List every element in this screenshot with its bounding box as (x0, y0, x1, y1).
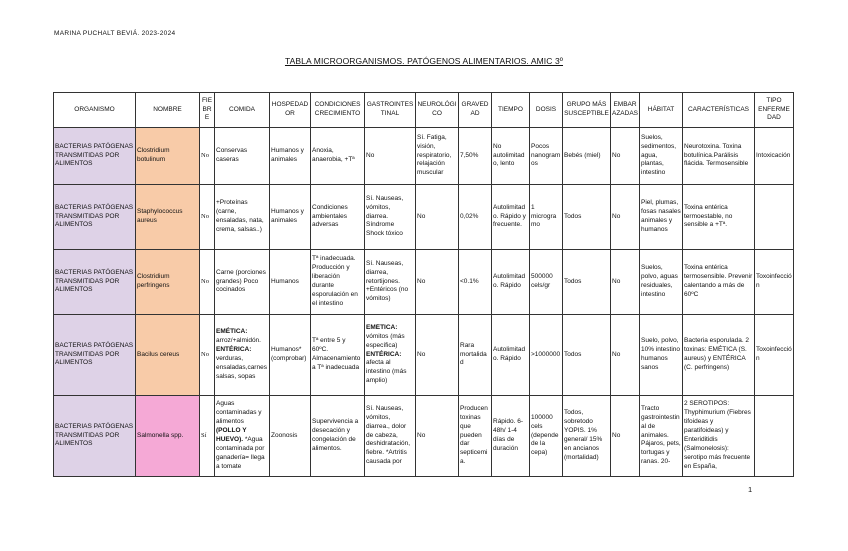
comida-emetica-label: EMÉTICA: (216, 328, 248, 336)
gastro-enterica-text: afecta al intestino (más amplio) (366, 359, 407, 385)
cell-condiciones: Anoxia, anaerobia, +Tª (311, 128, 365, 185)
cell-gastrointestinal: Sí. Nauseas, diarrea, retortijones. +Entéricos (no vómitos) (365, 250, 416, 315)
cell-neurologico: No (416, 185, 459, 250)
cell-tipo (755, 185, 794, 250)
comida-enterica-text: verduras, ensaladas,carnes salsas, sopas (216, 355, 267, 380)
gastro-content (366, 324, 414, 386)
cell-nombre: Bacilus cereus (136, 315, 200, 396)
cell-comida (215, 315, 270, 396)
cell-gastrointestinal: No (365, 128, 416, 185)
header-nombre: NOMBRE (136, 93, 200, 128)
cell-tipo (755, 396, 794, 477)
cell-comida: Carne (porciones grandes) Poco cocinados (215, 250, 270, 315)
header-tiempo: TIEMPO (492, 93, 530, 128)
cell-tipo: Toxoinfección (755, 250, 794, 315)
cell-dosis: Pocos nanogramos (530, 128, 563, 185)
header-gravedad: GRAVEDAD (459, 93, 492, 128)
cell-fiebre: No (200, 315, 215, 396)
cell-embarazadas: No (611, 185, 640, 250)
cell-condiciones: Condiciones ambientales adversas (311, 185, 365, 250)
cell-tiempo: Autolimitado. Rápido (492, 250, 530, 315)
cell-hospedador: Humanos y animales (270, 128, 311, 185)
cell-tiempo: No autolimitado, lento (492, 128, 530, 185)
cell-embarazadas: No (611, 250, 640, 315)
cell-habitat: Suelo, polvo, 10% intestino humanos sanos (640, 315, 683, 396)
table-row (54, 396, 794, 477)
header-neurologico: NEUROLÓGICO (416, 93, 459, 128)
cell-gastrointestinal (365, 315, 416, 396)
cell-tiempo: Autolimitado. Rápido y frecuente. (492, 185, 530, 250)
cell-gastrointestinal: Sí. Nauseas, vómitos, diarrea. Síndrome Shock tóxico (365, 185, 416, 250)
header-dosis: DOSIS (530, 93, 563, 128)
comida-emetica-text: arroz/+almidón. (216, 337, 261, 345)
cell-condiciones: Tª inadecuada. Producción y liberación durante esporulación en el intestino (311, 250, 365, 315)
cell-habitat: Piel, plumas, fosas nasales animales y humanos (640, 185, 683, 250)
cell-hospedador: Humanos* (comprobar) (270, 315, 311, 396)
comida-text-2: *Agua contaminada por ganadería= llega a tomate (216, 436, 265, 470)
cell-tipo: Toxoinfección (755, 315, 794, 396)
cell-condiciones: Tª entre 5 y 60ºC. Almacenamiento a Tª inadecuada (311, 315, 365, 396)
cell-tiempo: Rápido. 6-48h/ 1-4 días de duración (492, 396, 530, 477)
cell-fiebre: Sí (200, 396, 215, 477)
cell-hospedador: Humanos (270, 250, 311, 315)
cell-dosis: 500000 cels/gr (530, 250, 563, 315)
header-comida: COMIDA (215, 93, 270, 128)
cell-neurologico: Sí. Fatiga, visión, respiratorio, relajación muscular (416, 128, 459, 185)
cell-gravedad: Producen toxinas que pueden dar septicemia. (459, 396, 492, 477)
table-row (54, 185, 794, 250)
cell-organismo: BACTERIAS PATÓGENAS TRANSMITIDAS POR ALIMENTOS (54, 396, 136, 477)
document-author-header: MARINA PUCHALT BEVIÁ. 2023-2024 (54, 30, 176, 37)
cell-tiempo: Autolimitado. Rápido (492, 315, 530, 396)
cell-neurologico: No (416, 396, 459, 477)
cell-comida (215, 396, 270, 477)
header-hospedador: HOSPEDADOR (270, 93, 311, 128)
table-header-row (54, 93, 794, 128)
gastro-content: Sí. Nauseas, vómitos, diarrea., dolor de cabeza, deshidratación, fiebre. *Artritis causada por (366, 404, 411, 466)
cell-habitat: Suelos, polvo, aguas residuales, intestino (640, 250, 683, 315)
header-grupo: GRUPO MÁS SUSCEPTIBLE (563, 93, 611, 128)
cell-grupo: Todos (563, 185, 611, 250)
cell-neurologico: No (416, 250, 459, 315)
cell-organismo: BACTERIAS PATÓGENAS TRANSMITIDAS POR ALIMENTOS (54, 185, 136, 250)
cell-grupo: Bebés (miel) (563, 128, 611, 185)
cell-gravedad: 0,02% (459, 185, 492, 250)
cell-organismo: BACTERIAS PATÓGENAS TRANSMITIDAS POR ALIMENTOS (54, 250, 136, 315)
table-row (54, 315, 794, 396)
cell-fiebre: No (200, 250, 215, 315)
gastro-emetica-text: vómitos (más específica) (366, 332, 405, 349)
gastro-emetica-label: EMÉTICA: (366, 323, 398, 331)
cell-embarazadas: No (611, 396, 640, 477)
microorganisms-table (53, 92, 794, 477)
cell-caracteristicas: Neurotoxina. Toxina botulínica.Parálisis flácida. Termosensible (683, 128, 755, 185)
header-habitat: HÁBITAT (640, 93, 683, 128)
cell-nombre: Clostridium botulinum (136, 128, 200, 185)
cell-hospedador: Zoonosis (270, 396, 311, 477)
cell-caracteristicas: Bacteria esporulada. 2 toxinas: EMÉTICA (S. aureus) y ENTÉRICA (C. perfringens) (683, 315, 755, 396)
table-row (54, 128, 794, 185)
cell-grupo: Todos, sobretodo YOPIS. 1% general/ 15% en ancianos (mortalidad) (563, 396, 611, 477)
cell-organismo: BACTERIAS PATÓGENAS TRANSMITIDAS POR ALIMENTOS (54, 315, 136, 396)
cell-comida: +Proteínas (carne, ensaladas, nata, crema, salsas..) (215, 185, 270, 250)
cell-organismo: BACTERIAS PATÓGENAS TRANSMITIDAS POR ALIMENTOS (54, 128, 136, 185)
cell-comida: Conservas caseras (215, 128, 270, 185)
cell-tipo: Intoxicación (755, 128, 794, 185)
cell-gravedad: 7,50% (459, 128, 492, 185)
cell-dosis: 1 microgramo (530, 185, 563, 250)
table-row (54, 250, 794, 315)
cell-habitat (640, 396, 683, 477)
cell-caracteristicas: Toxina entérica termoestable, no sensible a +Tª. (683, 185, 755, 250)
cell-gastrointestinal (365, 396, 416, 477)
cell-nombre: Salmonella spp. (136, 396, 200, 477)
cell-dosis: >1000000 (530, 315, 563, 396)
header-condiciones: CONDICIONES CRECIMIENTO (311, 93, 365, 128)
cell-caracteristicas (683, 396, 755, 477)
document-title: TABLA MICROORGANISMOS. PATÓGENOS ALIMENTARIOS. AMIC 3º (284, 56, 564, 66)
cell-embarazadas: No (611, 315, 640, 396)
page-number: 1 (748, 485, 753, 494)
comida-enterica-label: ENTÉRICA: (216, 346, 252, 354)
cell-neurologico: No (416, 315, 459, 396)
cell-grupo: Todos (563, 315, 611, 396)
cell-caracteristicas: Toxina entérica termosensible. Prevenir calentando a más de 60ºC (683, 250, 755, 315)
header-gastrointestinal: GASTROINTESTINAL (365, 93, 416, 128)
header-organismo: ORGANISMO (54, 93, 136, 128)
cell-habitat: Suelos, sedimentos, agua, plantas, intestino (640, 128, 683, 185)
comida-content (216, 400, 268, 471)
cell-gravedad: Rara mortalidad (459, 315, 492, 396)
cell-grupo: Todos (563, 250, 611, 315)
header-fiebre: FIEBRE (200, 93, 215, 128)
header-tipo: TIPO ENFERMEDAD (755, 93, 794, 128)
cell-embarazadas: No (611, 128, 640, 185)
header-embarazadas: EMBARAZADAS (611, 93, 640, 128)
cell-fiebre: No (200, 128, 215, 185)
gastro-enterica-label: ENTÉRICA: (366, 350, 402, 358)
cell-nombre: Clostridium perfringens (136, 250, 200, 315)
cell-hospedador: Humanos y animales (270, 185, 311, 250)
caracteristicas-content: 2 SEROTIPOS: Thyphimurium (Fiebres tifoideas y paratifoideas) y Enteriditidis (Salmonelosis): serotipo más frecuente en España, (684, 400, 751, 470)
cell-dosis: 100000 cels (depende de la cepa) (530, 396, 563, 477)
cell-nombre: Staphylococcus aureus (136, 185, 200, 250)
cell-gravedad: <0.1% (459, 250, 492, 315)
cell-condiciones: Supervivencia a desecación y congelación de alimentos. (311, 396, 365, 477)
comida-text-1: Aguas contaminadas y alimentos (216, 400, 262, 426)
cell-fiebre: No (200, 185, 215, 250)
header-caracteristicas: CARACTERÍSTICAS (683, 93, 755, 128)
comida-pollo-huevo: (POLLO Y HUEVO). (216, 427, 247, 443)
habitat-content: Tracto gastrointestinal de animales. Pájaros, pets, tortugas y ranas. 20- (641, 404, 681, 466)
